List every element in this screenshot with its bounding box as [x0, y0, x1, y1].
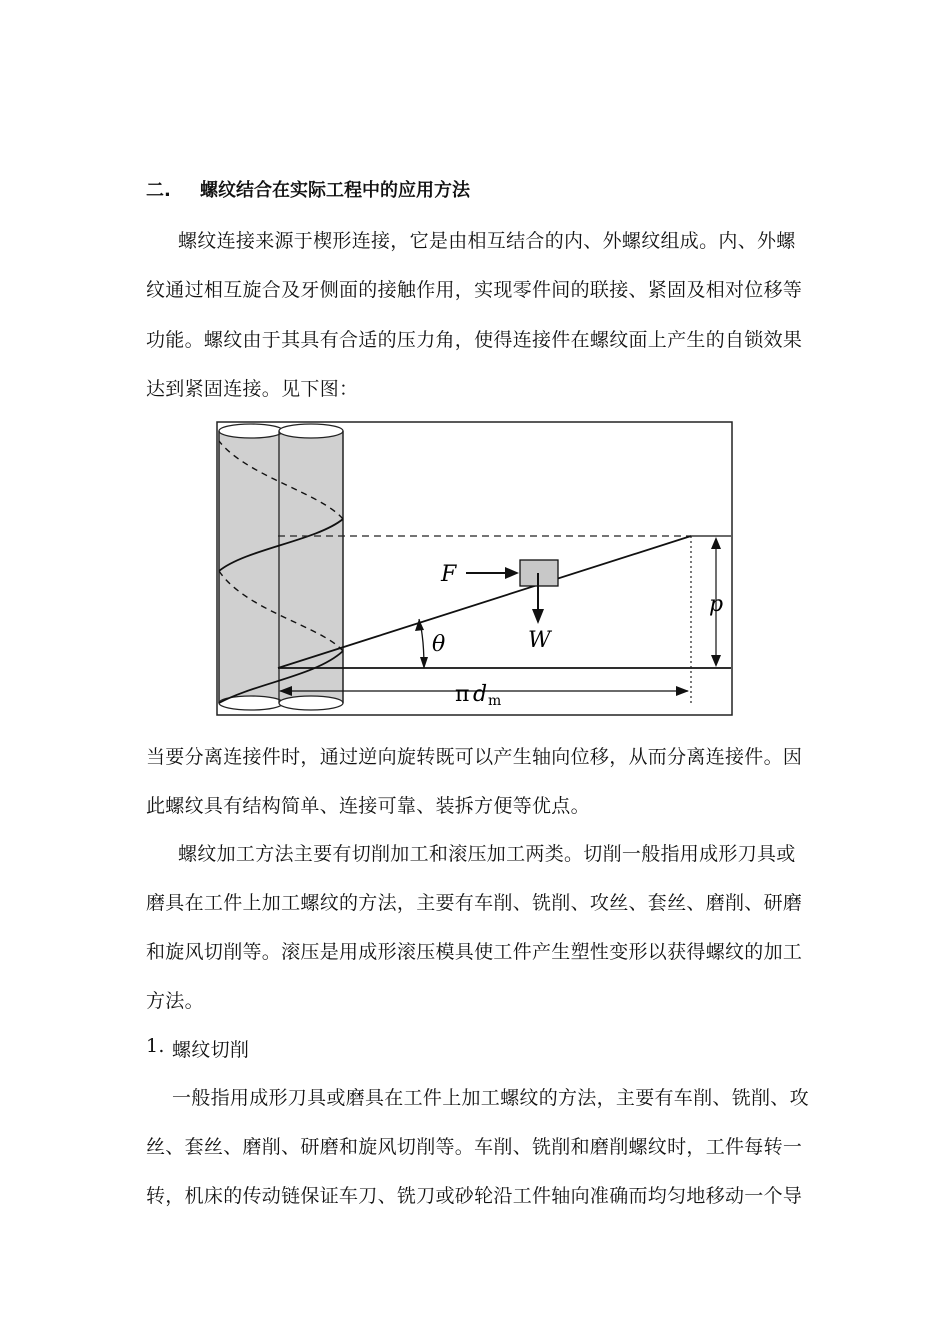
paragraph-line: 螺纹加工方法主要有切削加工和滚压加工两类。切削一般指用成形刀具或 — [178, 843, 796, 865]
label-d: d — [473, 682, 488, 707]
label-pi: π — [455, 682, 470, 707]
label-theta: θ — [432, 632, 446, 657]
paragraph-line: 和旋风切削等。滚压是用成形滚压模具使工件产生塑性变形以获得螺纹的加工 — [146, 941, 803, 963]
paragraph-line: 转，机床的传动链保证车刀、铣刀或砂轮沿工件轴向准确而均匀地移动一个导 — [146, 1185, 803, 1207]
paragraph-line: 纹通过相互旋合及牙侧面的接触作用，实现零件间的联接、紧固及相对位移等 — [146, 279, 803, 301]
paragraph-line: 磨具在工件上加工螺纹的方法，主要有车削、铣削、攻丝、套丝、磨削、研磨 — [146, 892, 803, 914]
paragraph-line: 此螺纹具有结构简单、连接可靠、装拆方便等优点。 — [146, 795, 590, 817]
paragraph-line: 方法。 — [146, 990, 204, 1012]
paragraph-line: 螺纹连接来源于楔形连接，它是由相互结合的内、外螺纹组成。内、外螺 — [178, 230, 796, 252]
paragraph-line: 当要分离连接件时，通过逆向旋转既可以产生轴向位移，从而分离连接件。因 — [146, 746, 803, 768]
paragraph-line: 丝、套丝、磨削、研磨和旋风切削等。车削、铣削和磨削螺纹时，工件每转一 — [146, 1136, 803, 1158]
section-title: 螺纹结合在实际工程中的应用方法 — [200, 180, 470, 201]
section-number: 二. — [146, 180, 171, 201]
subsection-number: 1. — [146, 1035, 165, 1057]
paragraph-line: 一般指用成形刀具或磨具在工件上加工螺纹的方法，主要有车削、铣削、攻 — [172, 1087, 809, 1109]
paragraph-line: 功能。螺纹由于其具有合适的压力角，使得连接件在螺纹面上产生的自锁效果 — [146, 329, 803, 351]
paragraph-line: 达到紧固连接。见下图： — [146, 378, 359, 400]
label-p: p — [709, 592, 724, 617]
label-subscript-m: m — [488, 693, 502, 709]
label-f: F — [441, 562, 457, 587]
subsection-title: 螺纹切削 — [172, 1039, 250, 1061]
label-w: W — [528, 628, 551, 653]
thread-incline-figure — [216, 421, 733, 716]
